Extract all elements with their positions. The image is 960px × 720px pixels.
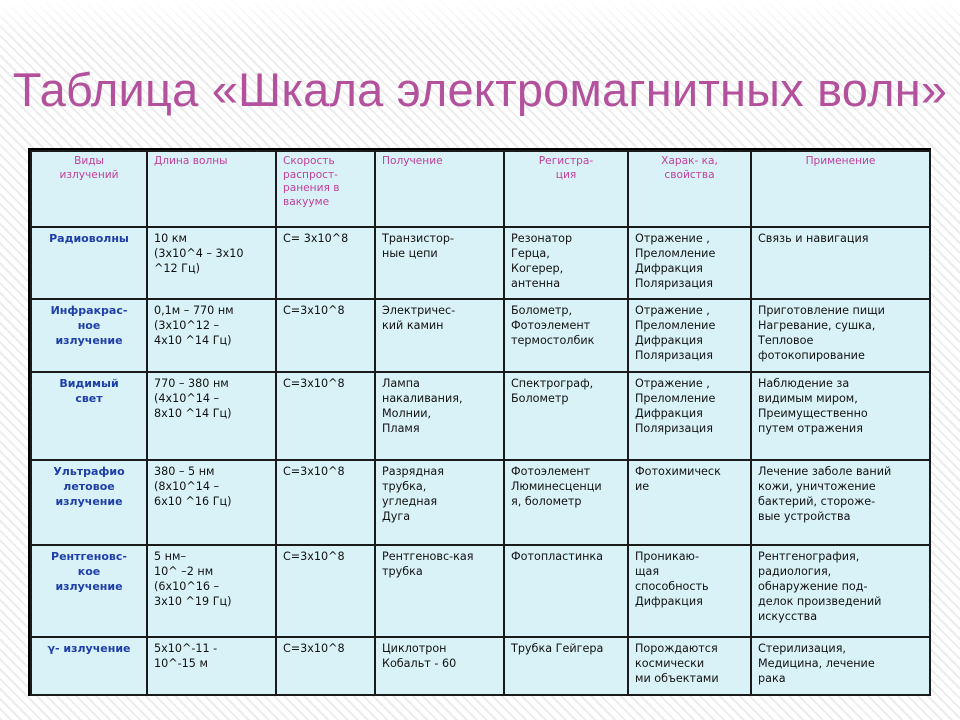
cell-text: Радиоволны [49, 232, 129, 245]
cell-application [751, 545, 930, 637]
cell-text: С=3х10^8 [283, 550, 345, 563]
cell-text: Рентгеновс-кая трубка [382, 550, 474, 578]
cell-wavelength [147, 227, 276, 299]
cell-detection [504, 460, 628, 545]
cell-kind [31, 372, 147, 460]
cell-text: С= 3х10^8 [283, 232, 349, 245]
cell-text: 770 – 380 нм (4х10^14 – 8х10 ^14 Гц) [154, 377, 232, 420]
cell-kind [31, 227, 147, 299]
cell-text: Ультрафио летовое излучение [53, 465, 125, 508]
cell-text: 0,1м – 770 нм (3х10^12 – 4х10 ^14 Гц) [154, 304, 234, 347]
cell-text: 10 км (3х10^4 – 3х10 ^12 Гц) [154, 232, 244, 275]
header-cell-source [375, 151, 504, 227]
cell-text: Рентгенография, радиология, обнаружение под- делок произведений искусства [758, 550, 882, 623]
cell-kind [31, 637, 147, 695]
cell-properties [628, 460, 751, 545]
cell-speed [276, 299, 375, 372]
cell-detection [504, 227, 628, 299]
cell-speed [276, 460, 375, 545]
em-scale-table-frame [28, 148, 931, 696]
cell-text: С=3х10^8 [283, 642, 345, 655]
cell-text: Фотопластинка [511, 550, 604, 563]
header-cell-wavelength [147, 151, 276, 227]
cell-properties [628, 545, 751, 637]
cell-detection [504, 372, 628, 460]
header-cell-application [751, 151, 930, 227]
cell-wavelength [147, 637, 276, 695]
cell-detection [504, 299, 628, 372]
cell-text: 5 нм– 10^ –2 нм (6х10^16 – 3х10 ^19 Гц) [154, 550, 232, 608]
cell-speed [276, 545, 375, 637]
cell-text: Трубка Гейгера [511, 642, 604, 655]
cell-text: Болометр, Фотоэлемент термостолбик [511, 304, 595, 347]
cell-text: Фотохимическ ие [635, 465, 721, 493]
cell-text: С=3х10^8 [283, 304, 345, 317]
cell-text: Отражение , Преломление Дифракция Поляризация [635, 232, 716, 290]
cell-text: Резонатор Герца, Когерер, антенна [511, 232, 573, 290]
cell-text: Лампа накаливания, Молнии, Пламя [382, 377, 463, 435]
cell-properties [628, 637, 751, 695]
cell-text: Инфракрас- ное излучение [50, 304, 128, 347]
cell-text: Связь и навигация [758, 232, 869, 245]
cell-wavelength [147, 545, 276, 637]
cell-properties [628, 227, 751, 299]
cell-wavelength [147, 372, 276, 460]
cell-text: Циклотрон Кобальт - 60 [382, 642, 457, 670]
cell-kind [31, 545, 147, 637]
cell-text: Видимый свет [59, 377, 119, 405]
header-label: Длина волны [154, 155, 228, 167]
background-fade [0, 0, 960, 40]
cell-application [751, 372, 930, 460]
header-label: Виды излучений [59, 155, 119, 181]
em-scale-table [30, 150, 931, 696]
cell-application [751, 637, 930, 695]
cell-text: Разрядная трубка, угледная Дуга [382, 465, 445, 523]
cell-text: Отражение , Преломление Дифракция Поляризация [635, 377, 716, 435]
cell-text: Рентгеновс- кое излучение [51, 550, 127, 593]
cell-speed [276, 637, 375, 695]
cell-text: Транзистор- ные цепи [382, 232, 454, 260]
cell-properties [628, 372, 751, 460]
header-cell-kind [31, 151, 147, 227]
table-header-row [31, 151, 930, 227]
header-label: Применение [805, 155, 876, 167]
table-row [31, 299, 930, 372]
cell-text: γ- излучение [47, 642, 131, 655]
cell-application [751, 227, 930, 299]
cell-text: Электричес- кий камин [382, 304, 456, 332]
cell-source [375, 227, 504, 299]
table-row [31, 460, 930, 545]
cell-detection [504, 637, 628, 695]
cell-properties [628, 299, 751, 372]
cell-text: Спектрограф, Болометр [511, 377, 594, 405]
cell-text: Приготовление пищи Нагревание, сушка, Тепловое фотокопирование [758, 304, 885, 362]
cell-text: 380 – 5 нм (8х10^14 – 6х10 ^16 Гц) [154, 465, 232, 508]
cell-source [375, 299, 504, 372]
table-row [31, 545, 930, 637]
cell-wavelength [147, 460, 276, 545]
cell-text: Порождаются космически ми объектами [635, 642, 719, 685]
header-label: Харак- ка, свойства [661, 155, 718, 181]
cell-speed [276, 227, 375, 299]
cell-text: С=3х10^8 [283, 377, 345, 390]
header-label: Регистра- ция [538, 155, 594, 181]
cell-text: Отражение , Преломление Дифракция Поляризация [635, 304, 716, 362]
cell-text: Проникаю- щая способность Дифракция [635, 550, 709, 608]
table-row [31, 372, 930, 460]
cell-source [375, 372, 504, 460]
table-row [31, 637, 930, 695]
cell-wavelength [147, 299, 276, 372]
cell-text: Фотоэлемент Люминесценци я, болометр [511, 465, 602, 508]
header-cell-speed [276, 151, 375, 227]
cell-text: Наблюдение за видимым миром, Преимущественно путем отражения [758, 377, 868, 435]
cell-kind [31, 460, 147, 545]
cell-kind [31, 299, 147, 372]
cell-application [751, 460, 930, 545]
header-label: Скорость распрост- ранения в вакууме [283, 155, 340, 208]
cell-speed [276, 372, 375, 460]
cell-text: Стерилизация, Медицина, лечение рака [758, 642, 875, 685]
cell-text: 5х10^-11 - 10^-15 м [154, 642, 218, 670]
header-label: Получение [382, 155, 443, 167]
table-row [31, 227, 930, 299]
cell-text: Лечение заболе ваний кожи, уничтожение бактерий, стороже- вые устройства [758, 465, 892, 523]
header-cell-detection [504, 151, 628, 227]
cell-detection [504, 545, 628, 637]
cell-source [375, 545, 504, 637]
cell-source [375, 637, 504, 695]
cell-source [375, 460, 504, 545]
slide-title: Таблица «Шкала электромагнитных волн» [12, 63, 948, 116]
header-cell-properties [628, 151, 751, 227]
cell-text: С=3х10^8 [283, 465, 345, 478]
cell-application [751, 299, 930, 372]
